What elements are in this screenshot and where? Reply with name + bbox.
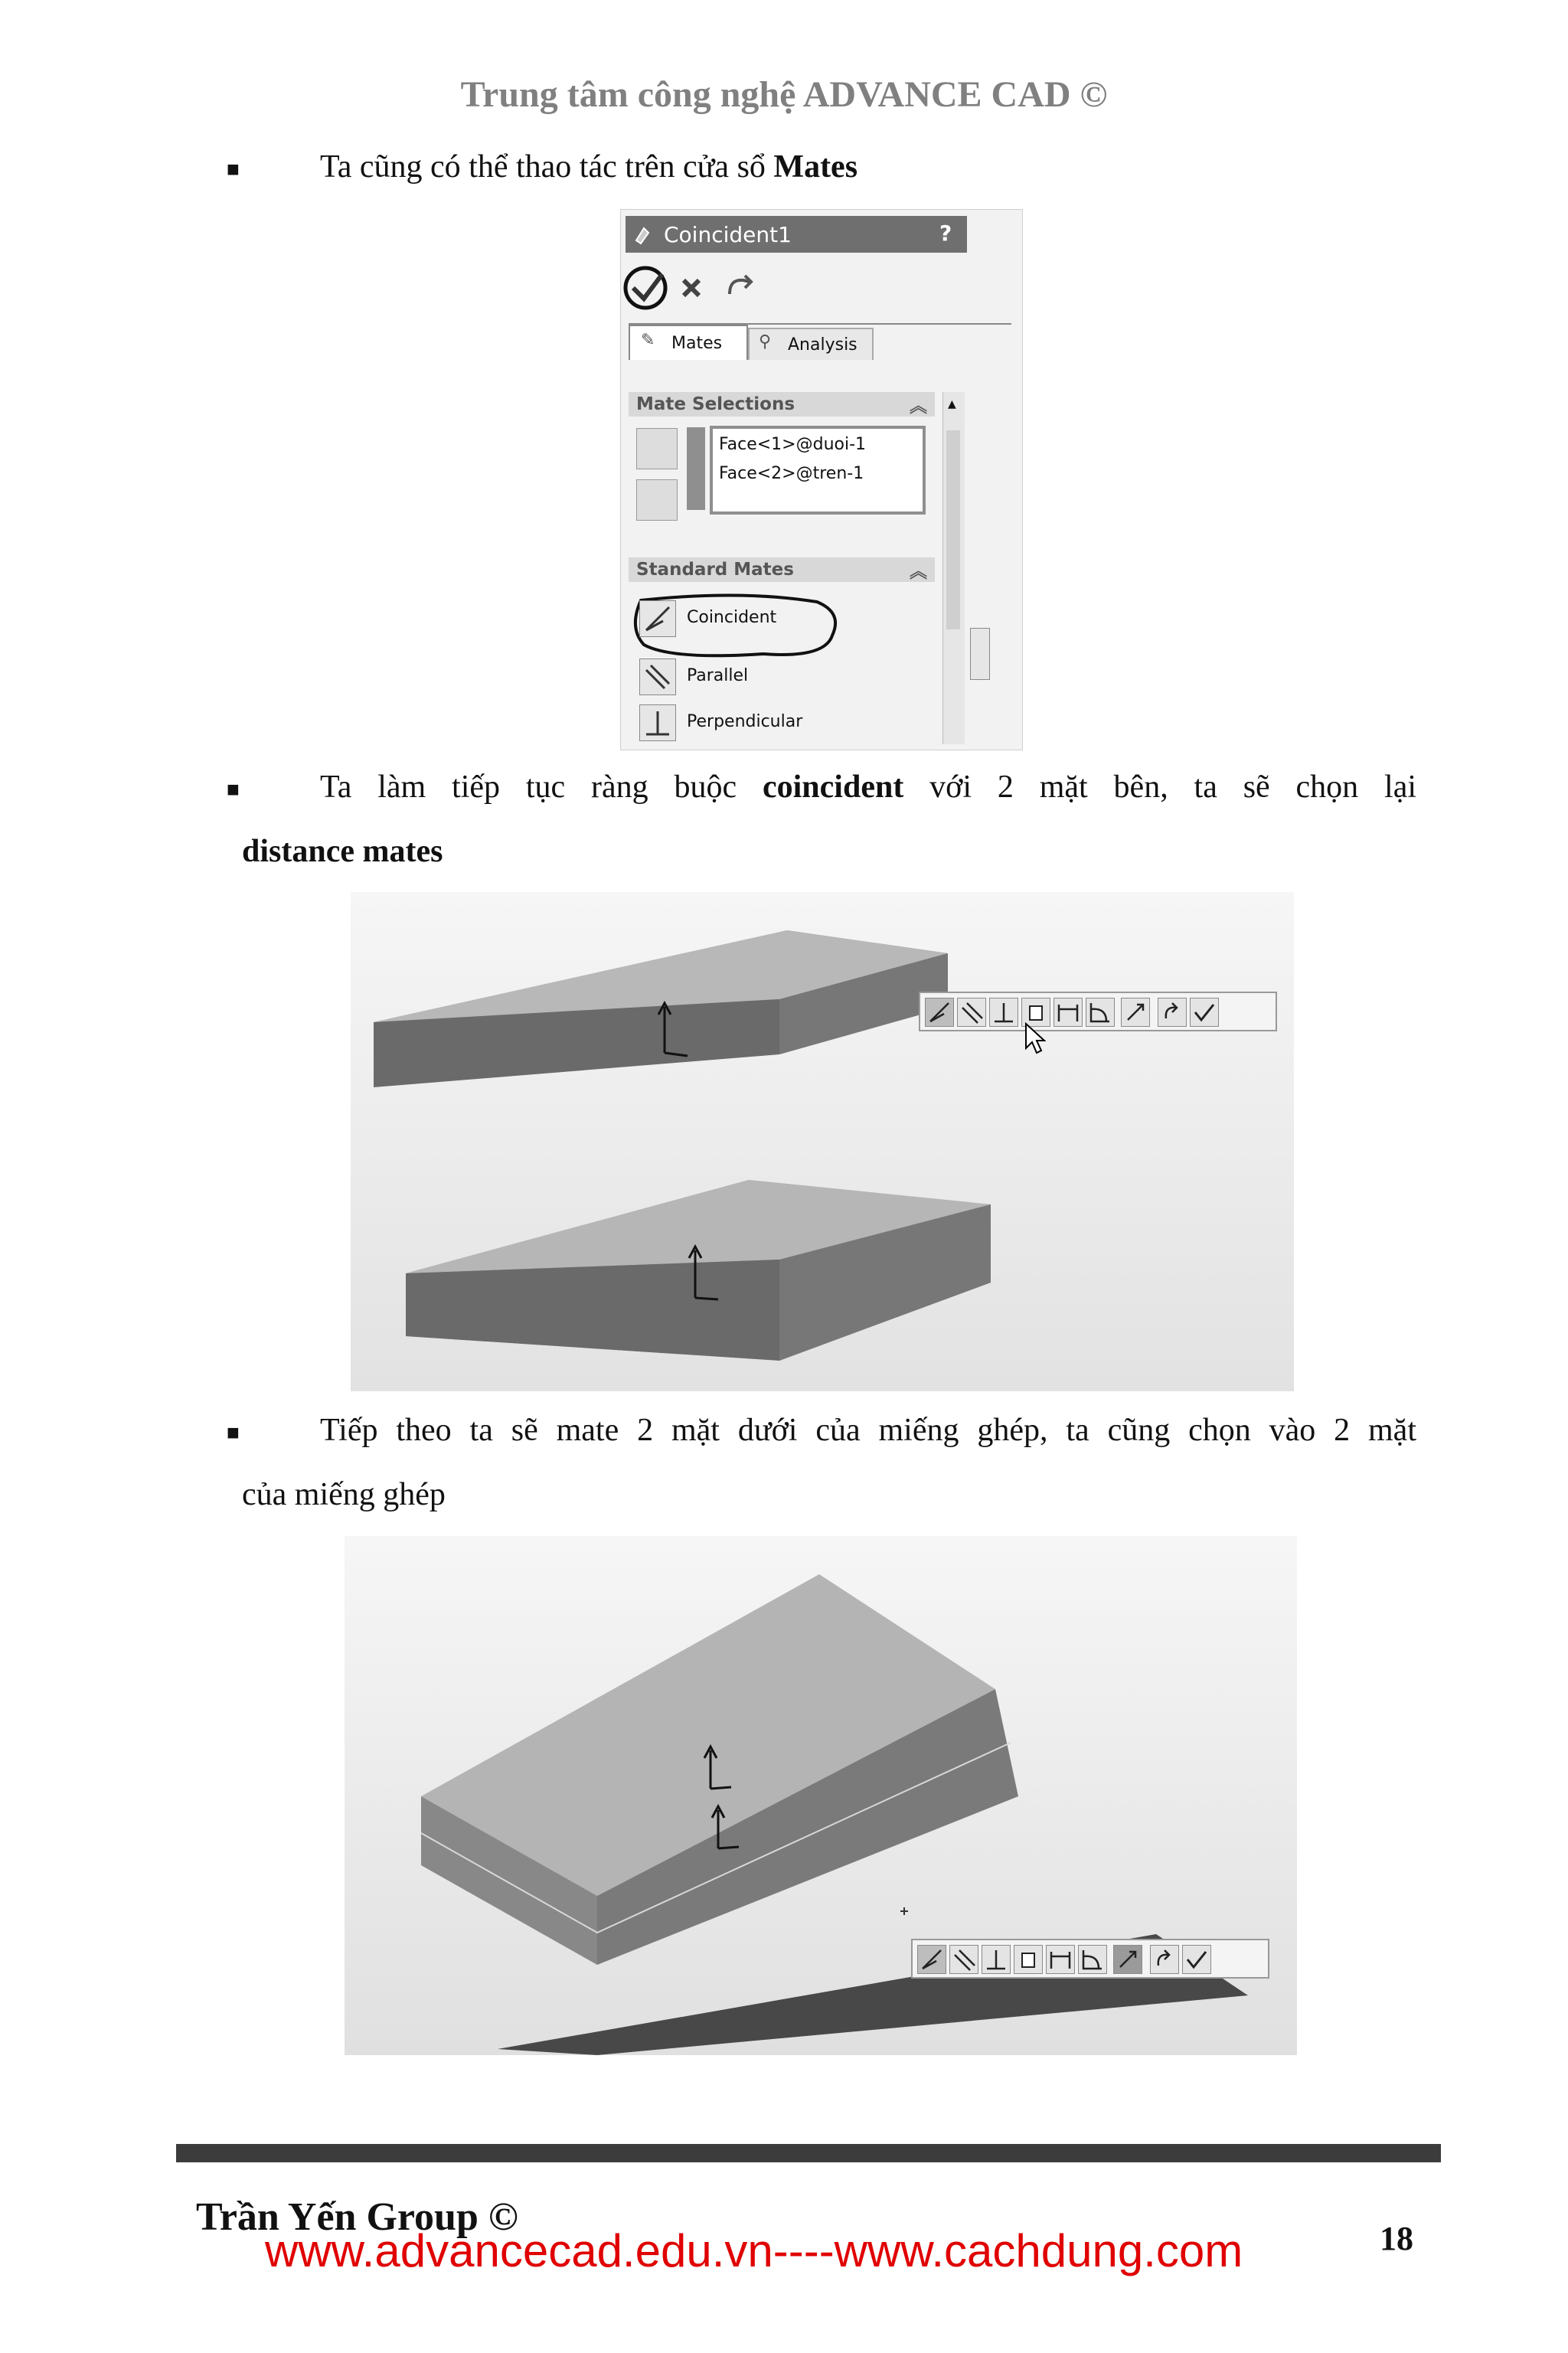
mate-context-toolbar	[919, 992, 1277, 1031]
undo-icon[interactable]	[1158, 998, 1187, 1027]
action-buttons	[622, 260, 806, 314]
mate-selections-list[interactable]	[710, 426, 926, 515]
perpendicular-icon[interactable]	[989, 998, 1018, 1027]
footer-group: Trần Yến Group ©	[196, 2195, 518, 2239]
close-icon	[684, 280, 699, 296]
help-button[interactable]: ?	[939, 221, 952, 246]
bullet-marker: ■	[227, 1421, 240, 1445]
stacked-plates-figure	[345, 1536, 1297, 2055]
mouse-cursor-icon	[1024, 1022, 1047, 1056]
check-icon[interactable]	[1190, 998, 1219, 1027]
bullet-1-text	[320, 135, 858, 199]
mate-selections-header[interactable]	[629, 392, 935, 417]
mate-option-coincident[interactable]: Coincident	[687, 608, 777, 627]
bullet-2-plain: Ta làm tiếp tục ràng buộc	[320, 770, 763, 805]
parallel-icon[interactable]	[949, 1945, 978, 1974]
check-icon	[633, 274, 662, 299]
bullet-1-plain: Ta cũng có thể thao tác trên cửa sổ	[320, 149, 774, 185]
bullet-2-plain-after: với 2 mặt bên, ta sẽ chọn lại	[903, 770, 1416, 805]
plus-marker	[900, 1907, 908, 1915]
tab-analysis[interactable]	[748, 328, 874, 360]
distance-icon[interactable]	[1046, 1945, 1075, 1974]
parallel-icon[interactable]	[639, 659, 676, 695]
tab-analysis-label: Analysis	[788, 335, 858, 355]
bullet-2-line-2: distance mates	[242, 834, 443, 869]
perpendicular-icon[interactable]	[982, 1945, 1011, 1974]
collapse-icon[interactable]: ︽	[910, 562, 927, 582]
mate-option-perpendicular[interactable]: Perpendicular	[687, 712, 803, 731]
undo-icon	[730, 276, 751, 294]
bullet-1-bold: Mates	[773, 149, 858, 185]
undo-icon[interactable]	[1150, 1945, 1179, 1974]
coincident-icon[interactable]	[925, 998, 954, 1027]
footer-urls[interactable]: www.advancecad.edu.vn----www.cachdung.com	[265, 2225, 1243, 2276]
angle-icon[interactable]	[1086, 998, 1115, 1027]
footer-rule	[176, 2144, 1441, 2162]
standard-mates-header[interactable]	[629, 557, 935, 582]
coincident-icon[interactable]	[639, 600, 676, 637]
bullet-marker: ■	[227, 778, 240, 802]
page-header: Trung tâm công nghệ ADVANCE CAD ©	[460, 74, 1108, 115]
mate-selections-label: Mate Selections	[636, 394, 795, 414]
panel-title-bar	[626, 216, 967, 253]
mate-icon	[633, 224, 655, 245]
mate-option-parallel[interactable]: Parallel	[687, 666, 749, 685]
mate-reference-icon[interactable]	[636, 479, 678, 521]
tab-mates[interactable]	[629, 325, 748, 360]
tangent-icon[interactable]	[1014, 1945, 1043, 1974]
tab-mates-label: Mates	[671, 334, 723, 353]
flip-icon[interactable]	[1113, 1945, 1142, 1974]
bullet-marker: ■	[227, 158, 240, 181]
lower-plate-front	[406, 1260, 779, 1361]
flip-icon[interactable]	[1121, 998, 1150, 1027]
selection-item[interactable]: Face<2>@tren-1	[719, 464, 864, 483]
two-plates-figure	[351, 892, 1294, 1391]
mate-context-toolbar	[911, 1939, 1269, 1979]
selection-color-bar	[687, 427, 705, 510]
collapse-icon[interactable]: ︽	[910, 397, 927, 417]
bullet-3-line-1: Tiếp theo ta sẽ mate 2 mặt dưới của miếng ghép, ta cũng chọn vào 2 mặt	[320, 1413, 1416, 1448]
panel-title: Coincident1	[664, 222, 792, 247]
bullet-3-line-2: của miếng ghép	[242, 1477, 446, 1512]
angle-icon[interactable]	[1078, 1945, 1107, 1974]
distance-icon[interactable]	[1054, 998, 1083, 1027]
coincident-icon[interactable]	[917, 1945, 946, 1974]
parallel-icon[interactable]	[957, 998, 986, 1027]
mates-panel-figure	[620, 209, 1023, 750]
analysis-tab-icon: ⚲	[759, 332, 772, 351]
bullet-2-bold: coincident	[762, 770, 904, 805]
perpendicular-icon[interactable]	[639, 704, 676, 741]
panel-splitter-handle[interactable]	[970, 628, 990, 680]
selection-item[interactable]: Face<1>@duoi-1	[719, 435, 867, 454]
check-circle-annotation	[626, 268, 665, 308]
plates-drawing	[351, 892, 1294, 1391]
selection-filter-icon[interactable]	[636, 428, 678, 469]
check-icon[interactable]	[1182, 1945, 1211, 1974]
bullet-2-line-1	[320, 755, 1416, 819]
page-number: 18	[1380, 2220, 1413, 2257]
standard-mates-label: Standard Mates	[636, 560, 794, 580]
mates-tab-icon: ✎	[641, 331, 655, 350]
panel-scrollbar[interactable]: ▲	[942, 392, 965, 744]
